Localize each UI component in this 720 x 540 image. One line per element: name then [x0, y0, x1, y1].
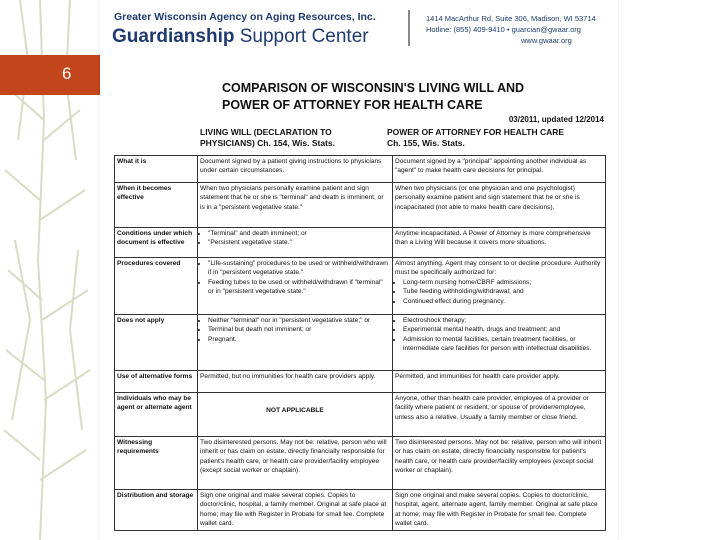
poa-column-header: [387, 127, 597, 149]
center-title: [112, 26, 369, 48]
row-label: When it becomes effective: [115, 183, 198, 228]
list-item: • Experimental mental health, drugs and treatment; and: [403, 325, 603, 334]
not-applicable-label: NOT APPLICABLE: [266, 407, 324, 414]
list-item: • Electroshock therapy;: [403, 316, 603, 325]
slide-number: 6: [62, 64, 72, 83]
list-item: • "Terminal" and death imminent; or: [208, 229, 390, 238]
document-page: [100, 0, 618, 540]
list-item: • Admission to mental facilities, certain treatment facilities, or intermediate care facilities for person with intellectual disabilities.: [403, 335, 603, 354]
list-item: • Continued effect during pregnancy.: [403, 297, 603, 306]
row-label: What it is: [115, 156, 198, 183]
center-title-bold: Guardianship: [112, 26, 235, 47]
living-will-cell: Document signed by a patient giving instructions to physicians under certain circumstances.: [198, 156, 393, 183]
list-item: • Pregnant.: [208, 335, 390, 344]
table-row: [115, 490, 606, 531]
center-title-rest: Support Center: [234, 26, 369, 47]
title-line-2: POWER OF ATTORNEY FOR HEALTH CARE: [222, 98, 483, 112]
lw-header-line-1: LIVING WILL (DECLARATION TO: [200, 127, 332, 137]
row-label: Individuals who may be agent or alternate agent: [115, 393, 198, 437]
living-will-cell: [198, 315, 393, 371]
living-will-cell: [198, 228, 393, 258]
row-label: Procedures covered: [115, 258, 198, 315]
lw-header-line-2: PHYSICIANS) Ch. 154, Wis. Stats.: [200, 138, 336, 148]
living-will-cell: Sign one original and make several copies. Copies to doctor/clinic, hospital, a family member. Original at safe place at home; may file with Register in Probate for small fee. Complete wallet card.: [198, 490, 393, 531]
list-item: • Terminal but death not imminent; or: [208, 325, 390, 334]
living-will-cell: Two disinterested persons. May not be: relative, person who will inherit or has claim on estate, directly financially responsible for patient's health care, or health care provider/facility employee (except social worker or chaplain).: [198, 437, 393, 490]
list-item: • Neither "terminal" nor in "persistent vegetative state;" or: [208, 316, 390, 325]
address: 1414 MacArthur Rd, Suite 306, Madison, WI 53714: [426, 14, 596, 23]
table-row: [115, 156, 606, 183]
poa-cell: Anyone, other than health care provider, employee of a provider or facility where patient or resident, or spouse of provider/employee, unless also a relative. Usually a family member or close friend.: [393, 393, 606, 437]
poa-cell: When two physicians (or one physician and one psychologist) personally examine patient and sign statement that he or she is incapacitated (not able to make health care decisions).: [393, 183, 606, 228]
living-will-cell: [198, 258, 393, 315]
row-label: Conditions under which document is effective: [115, 228, 198, 258]
table-row: [115, 437, 606, 490]
bullet-list: [395, 278, 603, 306]
poa-cell: Anytime incapacitated. A Power of Attorney is more comprehensive than a Living Will because it covers more situations.: [393, 228, 606, 258]
list-item: • "Life-sustaining" procedures to be used or withheld/withdrawn if in "persistent vegetative state.": [208, 259, 390, 278]
poa-cell: Sign one original and make several copies. Copies to doctor/clinic, hospital, agent, alternate agent, family member. Original at safe place at home; may file with Register in Probate for small fee. Complete wallet card.: [393, 490, 606, 531]
contact-block: [426, 13, 606, 46]
row-label: Witnessing requirements: [115, 437, 198, 490]
living-will-cell: When two physicians personally examine patient and sign statement that he or she is "terminal" and death is imminent, or is in a "persistent vegetative state.": [198, 183, 393, 228]
table-row: [115, 183, 606, 228]
bullet-list: [200, 259, 390, 297]
table-row: [115, 315, 606, 371]
title-line-1: COMPARISON OF WISCONSIN'S LIVING WILL AND: [222, 81, 525, 95]
document-title: [222, 80, 552, 114]
document-dates: 03/2011, updated 12/2014: [508, 115, 604, 124]
poa-cell: [393, 315, 606, 371]
bullet-list: [200, 229, 390, 248]
living-will-cell: Permitted, but no immunities for health care providers apply.: [198, 371, 393, 393]
poa-cell: Two disinterested persons. May not be: relative, person who will inherit or has claim on estate, directly financially responsible for patient's health care, or health care provider/facility employees (except social worker or chaplain).: [393, 437, 606, 490]
agency-name: Greater Wisconsin Agency on Aging Resources, Inc.: [114, 11, 376, 23]
poa-header-line-1: POWER OF ATTORNEY FOR HEALTH CARE: [387, 127, 565, 137]
poa-text: Almost anything. Agent may consent to or decline procedure. Authority must be specifically authorized for:: [395, 260, 601, 277]
poa-cell: [393, 258, 606, 315]
header-divider: [408, 10, 410, 46]
list-item: • Tube feeding withholding/withdrawal; and: [403, 287, 603, 296]
hotline: Hotline: (855) 409-9410 • guarcian@gwaar.org: [426, 25, 581, 34]
table-row: [115, 371, 606, 393]
slide-number-badge: [0, 55, 100, 95]
website: www.gwaar.org: [521, 36, 572, 45]
row-label: Does not apply: [115, 315, 198, 371]
comparison-table: [114, 155, 606, 531]
row-label: Use of alternative forms: [115, 371, 198, 393]
row-label: Distribution and storage: [115, 490, 198, 531]
table-row: [115, 258, 606, 315]
table-row: [115, 393, 606, 437]
living-will-column-header: [200, 127, 350, 149]
table-row: [115, 228, 606, 258]
list-item: • "Persistent vegetative state.": [208, 238, 390, 247]
poa-cell: Permitted, and immunities for health care provider apply.: [393, 371, 606, 393]
poa-cell: Document signed by a "principal" appointing another individual as "agent" to make health care decisions for principal.: [393, 156, 606, 183]
list-item: • Long-term nursing home/CBRF admissions;: [403, 278, 603, 287]
poa-header-line-2: Ch. 155, Wis. Stats.: [387, 138, 465, 148]
bullet-list: [200, 316, 390, 344]
list-item: • Feeding tubes to be used or withheld/withdrawn if "terminal" or in "persistent vegetative state.": [208, 278, 390, 297]
bullet-list: [395, 316, 603, 354]
living-will-cell: [198, 393, 393, 437]
